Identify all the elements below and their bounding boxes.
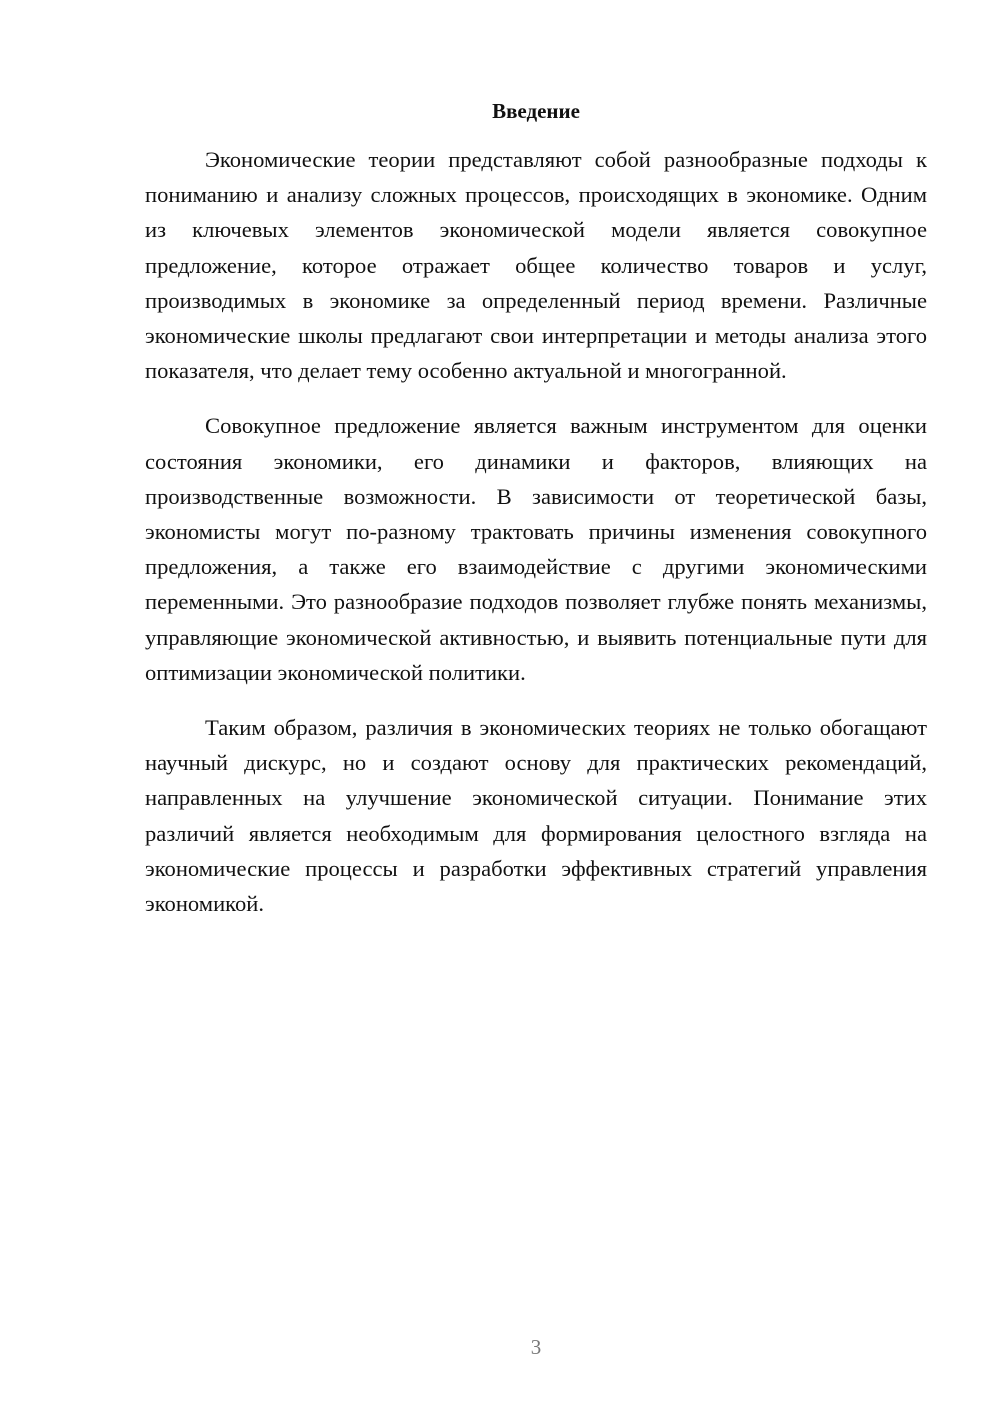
- section-title: Введение: [492, 99, 580, 123]
- page-number: 3: [530, 1335, 542, 1359]
- paragraph-2: Совокупное предложение является важным инструментом для оценки состояния экономики, его динамики и факторов, влияющих на производственные возможности. В зависимости от теоретической базы, экономисты могут по-разному трактовать причины изменения совокупного предложения, а также его взаимодействие с другими экономическими переменными. Это разнообразие подходов позволяет глубже понять механизмы, управляющие экономической активностью, и выявить потенциальные пути для оптимизации экономической политики.: [145, 413, 927, 685]
- paragraph-1: Экономические теории представляют собой разнообразные подходы к пониманию и анализу сложных процессов, происходящих в экономике. Одним из ключевых элементов экономической модели является совокупное предложение, которое отражает общее количество товаров и услуг, производимых в экономике за определенный период времени. Различные экономические школы предлагают свои интерпретации и методы анализа этого показателя, что делает тему особенно актуальной и многогранной.: [145, 147, 927, 384]
- paragraph-3: Таким образом, различия в экономических теориях не только обогащают научный дискурс, но и создают основу для практических рекомендаций, направленных на улучшение экономической ситуации. Понимание этих различий является необходимым для формирования целостного взгляда на экономические процессы и разработки эффективных стратегий управления экономикой.: [145, 715, 927, 917]
- body-text: [145, 142, 927, 941]
